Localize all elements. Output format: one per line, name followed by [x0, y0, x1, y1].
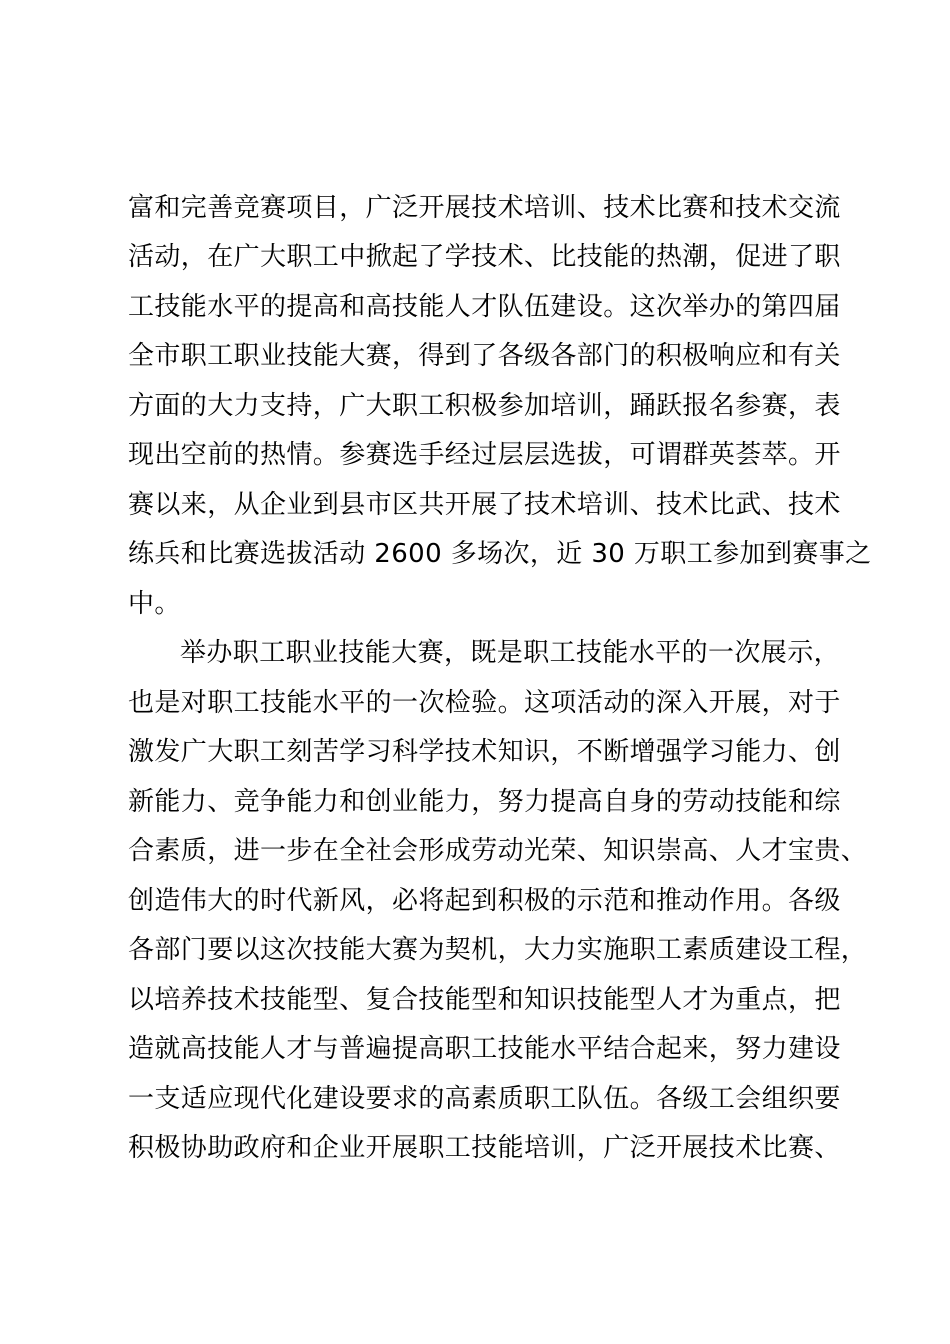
text-line: 各部门要以这次技能大赛为契机，大力实施职工素质建设工程， — [128, 935, 868, 965]
text-line: 以培养技术技能型、复合技能型和知识技能型人才为重点，把 — [128, 985, 841, 1015]
text-line: 方面的大力支持，广大职工积极参加培训，踊跃报名参赛，表 — [128, 391, 841, 421]
text-line: 全市职工职业技能大赛，得到了各级各部门的积极响应和有关 — [128, 341, 841, 371]
text-line: 中。 — [128, 589, 181, 619]
text-line: 练兵和比赛选拔活动 2600 多场次，近 30 万职工参加到赛事之 — [128, 539, 872, 569]
text-line: 合素质，进一步在全社会形成劳动光荣、知识崇高、人才宝贵、 — [128, 836, 868, 866]
text-line: 活动，在广大职工中掀起了学技术、比技能的热潮，促进了职 — [128, 242, 841, 272]
text-line: 积极协助政府和企业开展职工技能培训，广泛开展技术比赛、 — [128, 1133, 841, 1163]
text-line: 激发广大职工刻苦学习科学技术知识，不断增强学习能力、创 — [128, 737, 841, 767]
text-line: 一支适应现代化建设要求的高素质职工队伍。各级工会组织要 — [128, 1084, 841, 1114]
text-line: 富和完善竞赛项目，广泛开展技术培训、技术比赛和技术交流 — [128, 193, 841, 223]
text-line: 工技能水平的提高和高技能人才队伍建设。这次举办的第四届 — [128, 292, 841, 322]
text-line: 造就高技能人才与普遍提高职工技能水平结合起来，努力建设 — [128, 1034, 841, 1064]
text-line: 创造伟大的时代新风，必将起到积极的示范和推动作用。各级 — [128, 886, 841, 916]
text-line: 举办职工职业技能大赛，既是职工技能水平的一次展示， — [180, 638, 841, 668]
text-line: 现出空前的热情。参赛选手经过层层选拔，可谓群英荟萃。开 — [128, 440, 841, 470]
text-line: 也是对职工技能水平的一次检验。这项活动的深入开展，对于 — [128, 688, 841, 718]
text-line: 赛以来，从企业到县市区共开展了技术培训、技术比武、技术 — [128, 490, 841, 520]
text-line: 新能力、竞争能力和创业能力，努力提高自身的劳动技能和综 — [128, 787, 841, 817]
